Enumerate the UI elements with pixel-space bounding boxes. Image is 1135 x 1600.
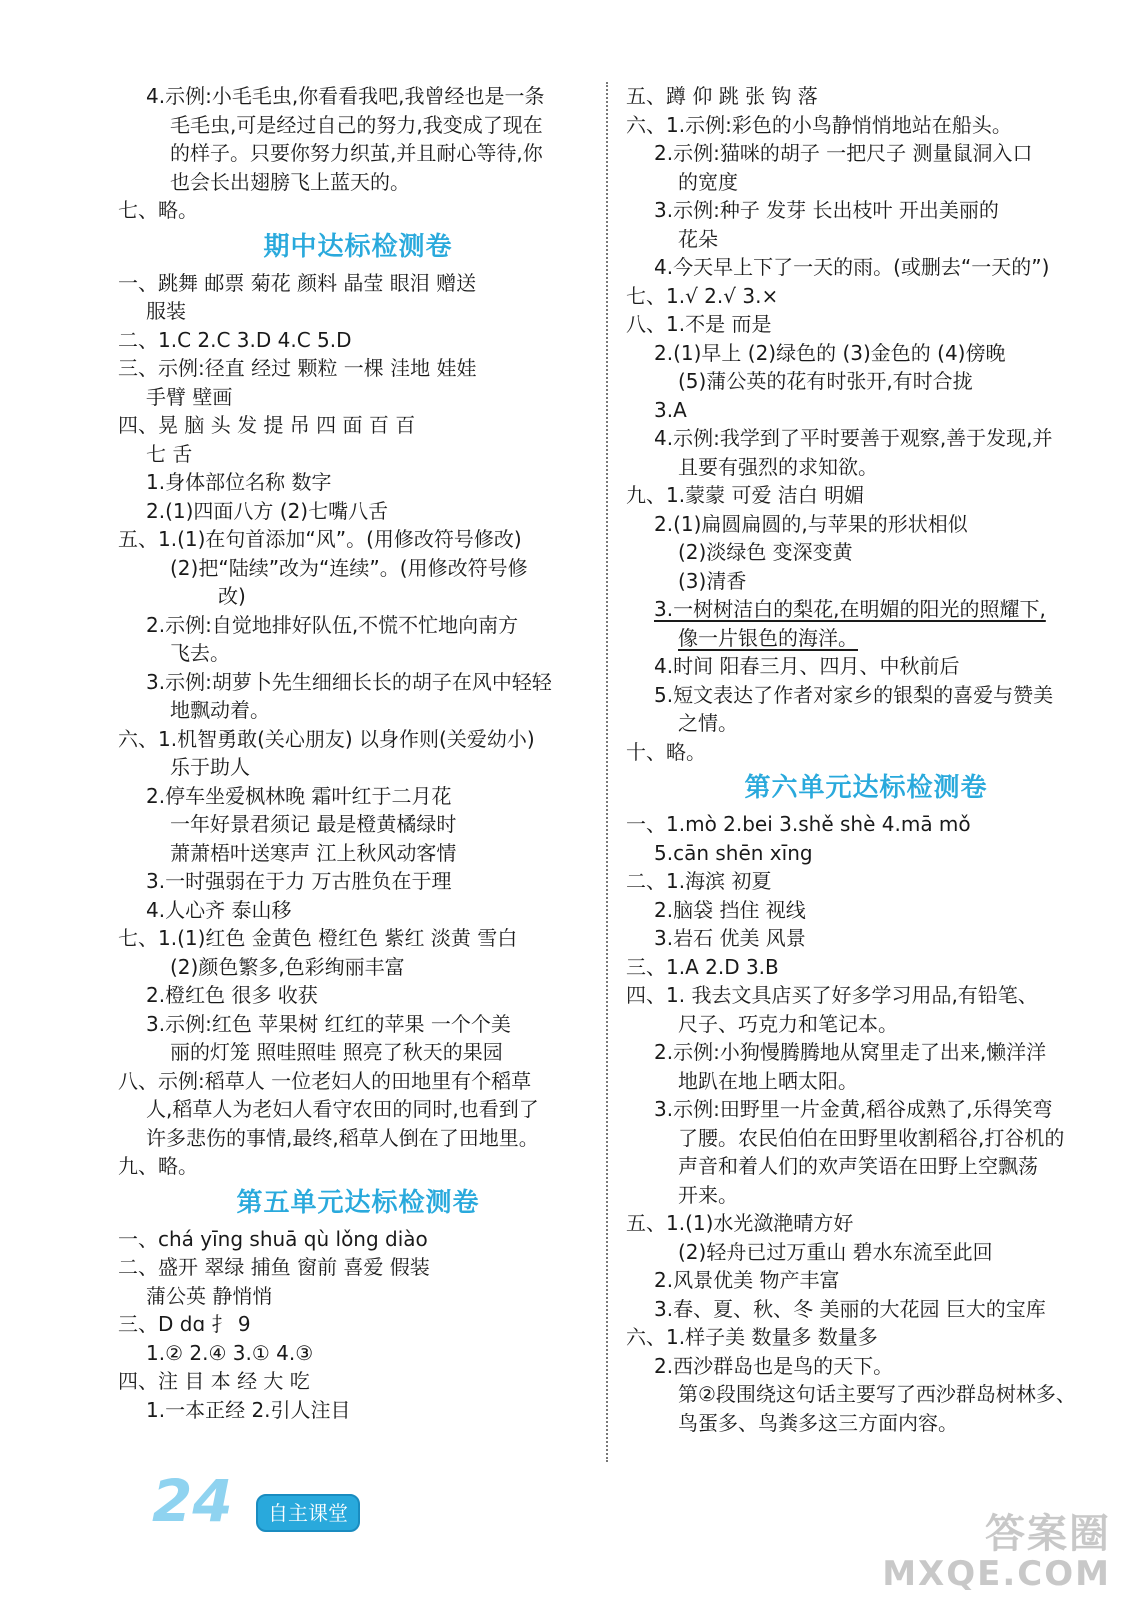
answer-line: 七、略。 xyxy=(118,198,198,222)
answer-line: 飞去。 xyxy=(170,641,230,665)
answer-line: 五、蹲 仰 跳 张 钩 落 xyxy=(626,84,818,108)
answer-line: (5)蒲公英的花有时张开,有时合拢 xyxy=(678,369,973,393)
answer-line: 第②段围绕这句话主要写了西沙群岛树林多、 xyxy=(678,1382,1076,1406)
answer-line: 1.身体部位名称 数字 xyxy=(146,470,332,494)
answer-line: 4.示例:我学到了平时要善于观察,善于发现,并 xyxy=(654,426,1053,450)
answer-line: (2)轻舟已过万重山 碧水东流至此回 xyxy=(678,1239,993,1264)
answer-line: 五、1.(1)水光潋滟晴方好 xyxy=(626,1211,854,1235)
page-number: 24 xyxy=(152,1467,233,1535)
answer-line: (2)把“陆续”改为“连续”。(用修改符号修 xyxy=(170,555,528,580)
answer-line: 六、1.示例:彩色的小鸟静悄悄地站在船头。 xyxy=(626,112,1012,137)
answer-line: 之情。 xyxy=(678,711,738,735)
answer-line: 2.示例:自觉地排好队伍,不慌不忙地向南方 xyxy=(146,612,519,637)
answer-line: 3.一时强弱在于力 万古胜负在于理 xyxy=(146,869,452,893)
answer-line: 八、示例:稻草人 一位老妇人的田地里有个稻草 xyxy=(118,1068,532,1093)
answer-line: 六、1.样子美 数量多 数量多 xyxy=(626,1325,878,1349)
answer-line: 二、盛开 翠绿 捕鱼 窗前 喜爱 假装 xyxy=(118,1255,430,1279)
answer-line: 4.示例:小毛毛虫,你看看我吧,我曾经也是一条 xyxy=(146,84,545,108)
answer-line: 2.示例:小狗慢腾腾地从窝里走了出来,懒洋洋 xyxy=(654,1040,1047,1064)
answer-line: 鸟蛋多、鸟粪多这三方面内容。 xyxy=(678,1410,958,1435)
answer-line: 服装 xyxy=(146,299,186,323)
answer-line: 3.示例:胡萝卜先生细细长长的胡子在风中轻轻 xyxy=(146,669,552,694)
answer-line: 二、1.海滨 初夏 xyxy=(626,869,772,893)
answer-line: 2.风景优美 物产丰富 xyxy=(654,1268,840,1292)
answer-line: 的宽度 xyxy=(678,169,738,194)
answer-line: 二、1.C 2.C 3.D 4.C 5.D xyxy=(118,327,352,352)
answer-line: 2.示例:猫咪的胡子 一把尺子 测量鼠洞入口 xyxy=(654,141,1033,165)
answer-line: 七 舌 xyxy=(146,441,193,466)
answer-line: 3.示例:种子 发芽 长出枝叶 开出美丽的 xyxy=(654,198,999,222)
answer-line: 且要有强烈的求知欲。 xyxy=(678,454,878,479)
column-divider xyxy=(606,82,608,1462)
answer-line: 像一片银色的海洋。 xyxy=(678,625,858,650)
answer-line: 四、晃 脑 头 发 提 吊 四 面 百 百 xyxy=(118,413,416,437)
answer-line: 3.岩石 优美 风景 xyxy=(654,926,806,950)
answer-line: 的样子。只要你努力织茧,并且耐心等待,你 xyxy=(170,141,543,165)
answer-line: 地趴在地上晒太阳。 xyxy=(678,1068,858,1093)
answer-line: 3.示例:田野里一片金黄,稻谷成熟了,乐得笑弯 xyxy=(654,1097,1053,1121)
answer-line: 3.A xyxy=(654,397,687,422)
answer-line: 5.短文表达了作者对家乡的银梨的喜爱与赞美 xyxy=(654,682,1054,707)
answer-line: 蒲公英 静悄悄 xyxy=(146,1283,273,1308)
section-title: 第六单元达标检测卷 xyxy=(744,773,988,803)
answer-line: 2.(1)四面八方 (2)七嘴八舌 xyxy=(146,498,389,523)
answer-line: 3.春、夏、秋、冬 美丽的大花园 巨大的宝库 xyxy=(654,1296,1046,1321)
answer-line: 4.今天早上下了一天的雨。(或删去“一天的”) xyxy=(654,255,1050,279)
answer-line: 一、1.mò 2.bei 3.shě shè 4.mā mǒ xyxy=(626,812,971,836)
answer-line: 2.(1)扁圆扁圆的,与苹果的形状相似 xyxy=(654,511,968,536)
answer-line: 2.停车坐爱枫林晚 霜叶红于二月花 xyxy=(146,783,452,808)
answer-line: 乐于助人 xyxy=(170,755,250,779)
section-title: 期中达标检测卷 xyxy=(263,231,453,262)
answer-line: 人,稻草人为老妇人看守农田的同时,也看到了 xyxy=(146,1097,539,1121)
answer-line: (2)淡绿色 变深变黄 xyxy=(678,540,853,564)
watermark-logo: 答案圈 xyxy=(985,1511,1111,1557)
answer-line: 十、略。 xyxy=(626,739,706,764)
answer-line: 尺子、巧克力和笔记本。 xyxy=(678,1011,898,1036)
watermark-url: MXQE.COM xyxy=(882,1554,1111,1594)
section-title: 第五单元达标检测卷 xyxy=(236,1187,480,1218)
answer-line: 开来。 xyxy=(678,1182,738,1207)
answer-line: 九、1.蒙蒙 可爱 洁白 明媚 xyxy=(626,483,865,507)
answer-line: 三、示例:径直 经过 颗粒 一棵 洼地 娃娃 xyxy=(118,356,477,380)
answer-line: 九、略。 xyxy=(118,1154,198,1178)
answer-line: 毛毛虫,可是经过自己的努力,我变成了现在 xyxy=(170,112,543,137)
answer-line: 4.人心齐 泰山移 xyxy=(146,897,292,922)
answer-line: 3.示例:红色 苹果树 红红的苹果 一个个美 xyxy=(146,1011,511,1036)
answer-line: 3.一树树洁白的梨花,在明媚的阳光的照耀下, xyxy=(654,597,1046,621)
answer-line: 2.橙红色 很多 收获 xyxy=(146,983,318,1007)
answer-line: 1.② 2.④ 3.① 4.③ xyxy=(146,1340,314,1365)
answer-line: 4.时间 阳春三月、四月、中秋前后 xyxy=(654,654,960,678)
answer-line: 三、D dɑ 扌 9 xyxy=(118,1312,251,1336)
answer-line: 一、跳舞 邮票 菊花 颜料 晶莹 眼泪 赠送 xyxy=(118,270,477,295)
answer-line: 七、1.(1)红色 金黄色 橙红色 紫红 淡黄 雪白 xyxy=(118,926,518,950)
answer-line: 三、1.A 2.D 3.B xyxy=(626,954,779,979)
answer-line: 也会长出翅膀飞上蓝天的。 xyxy=(170,169,410,194)
answer-line: 五、1.(1)在句首添加“风”。(用修改符号修改) xyxy=(118,527,522,551)
answer-line: 丽的灯笼 照哇照哇 照亮了秋天的果园 xyxy=(170,1040,503,1064)
answer-line: 2.脑袋 挡住 视线 xyxy=(654,897,806,922)
answer-line: 了腰。农民伯伯在田野里收割稻谷,打谷机的 xyxy=(678,1125,1065,1150)
answer-line: 许多悲伤的事情,最终,稻草人倒在了田地里。 xyxy=(146,1125,539,1150)
answer-line: 四、1. 我去文具店买了好多学习用品,有铅笔、 xyxy=(626,983,1038,1007)
book-badge: 自主课堂 xyxy=(256,1494,360,1532)
answer-line: 5.cān shēn xīng xyxy=(654,840,813,865)
answer-line: 改) xyxy=(218,584,246,608)
answer-line: (3)清香 xyxy=(678,568,747,593)
answer-line: 2.西沙群岛也是鸟的天下。 xyxy=(654,1353,894,1378)
answer-line: (2)颜色繁多,色彩绚丽丰富 xyxy=(170,954,405,979)
answer-line: 2.(1)早上 (2)绿色的 (3)金色的 (4)傍晚 xyxy=(654,340,1006,365)
answer-line: 六、1.机智勇敢(关心朋友) 以身作则(关爱幼小) xyxy=(118,726,535,751)
answer-line: 萧萧梧叶送寒声 江上秋风动客情 xyxy=(170,840,457,865)
left-answer-column xyxy=(118,82,598,1424)
answer-line: 地飘动着。 xyxy=(170,698,270,722)
answer-line: 一、chá yīng shuā qù lǒng diào xyxy=(118,1226,428,1251)
answer-line: 声音和着人们的欢声笑语在田野上空飘荡 xyxy=(678,1154,1038,1178)
answer-line: 花朵 xyxy=(678,226,718,251)
answer-line: 一年好景君须记 最是橙黄橘绿时 xyxy=(170,812,457,836)
right-answer-column xyxy=(626,82,1106,1437)
answer-line: 八、1.不是 而是 xyxy=(626,312,772,336)
watermark xyxy=(882,1512,1111,1592)
answer-line: 手臂 壁画 xyxy=(146,384,233,409)
answer-line: 七、1.√ 2.√ 3.× xyxy=(626,283,779,308)
answer-line: 1.一本正经 2.引人注目 xyxy=(146,1397,351,1422)
answer-line: 四、注 目 本 经 大 吃 xyxy=(118,1369,310,1393)
